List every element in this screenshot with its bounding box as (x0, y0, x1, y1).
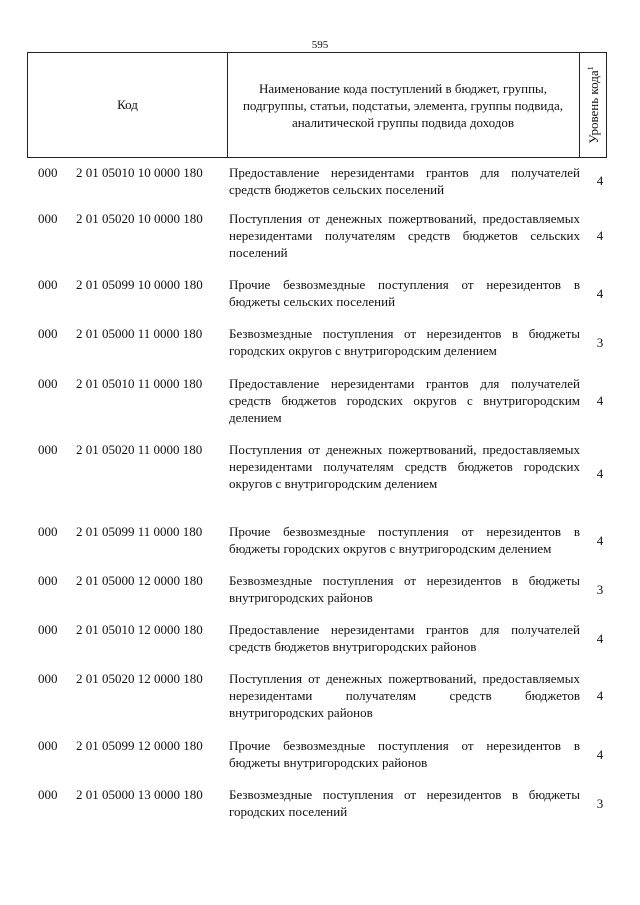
row-code: 2 01 05099 10 0000 180 (76, 277, 203, 292)
row-prefix: 000 (38, 211, 58, 226)
row-prefix: 000 (38, 524, 58, 539)
row-level: 4 (596, 228, 604, 243)
row-prefix: 000 (38, 442, 58, 457)
header-level-label (585, 66, 601, 143)
row-level: 4 (596, 688, 604, 703)
row-code: 2 01 05010 10 0000 180 (76, 165, 203, 180)
row-level: 3 (596, 582, 604, 597)
row-prefix: 000 (38, 573, 58, 588)
row-name: Прочие безвозмездные поступления от нерезидентов в бюджеты сельских поселений (229, 277, 580, 309)
header-level-text: Уровень кода (585, 70, 601, 144)
row-code: 2 01 05000 13 0000 180 (76, 787, 203, 802)
row-level: 4 (596, 747, 604, 762)
row-prefix: 000 (38, 376, 58, 391)
page-number: 595 (311, 39, 329, 51)
row-code: 2 01 05000 11 0000 180 (76, 326, 203, 341)
row-prefix: 000 (38, 277, 58, 292)
header-level (580, 53, 607, 157)
row-name: Поступления от денежных пожертвований, предоставляемых нерезидентами получателям средств бюджетов сельских поселений (229, 211, 580, 260)
row-name: Предоставление нерезидентами грантов для получателей средств бюджетов внутригородских районов (229, 622, 580, 654)
row-code: 2 01 05099 11 0000 180 (76, 524, 203, 539)
row-name: Поступления от денежных пожертвований, предоставляемых нерезидентами получателям средств бюджетов внутригородских районов (229, 671, 580, 720)
row-name: Прочие безвозмездные поступления от нерезидентов в бюджеты внутригородских районов (229, 738, 580, 770)
row-level: 3 (596, 335, 604, 350)
row-name: Безвозмездные поступления от нерезидентов в бюджеты городских округов с внутригородским делением (229, 326, 580, 358)
row-name: Безвозмездные поступления от нерезидентов в бюджеты внутригородских районов (229, 573, 580, 605)
row-name: Безвозмездные поступления от нерезидентов в бюджеты городских поселений (229, 787, 580, 819)
header-name-label: Наименование кода поступлений в бюджет, группы, подгруппы, статьи, подстатьи, элемента, группы подвида, аналитической группы подвида доходов (242, 80, 564, 130)
row-code: 2 01 05099 12 0000 180 (76, 738, 203, 753)
row-prefix: 000 (38, 165, 58, 180)
table-header (27, 52, 607, 158)
header-code (28, 53, 228, 157)
row-level: 4 (596, 631, 604, 646)
row-code: 2 01 05020 12 0000 180 (76, 671, 203, 686)
row-name: Поступления от денежных пожертвований, предоставляемых нерезидентами получателям средств бюджетов городских округов с внутригородским делением (229, 442, 580, 491)
row-code: 2 01 05010 12 0000 180 (76, 622, 203, 637)
row-prefix: 000 (38, 738, 58, 753)
row-name: Предоставление нерезидентами грантов для получателей средств бюджетов сельских поселений (229, 165, 580, 197)
row-name: Предоставление нерезидентами грантов для получателей средств бюджетов городских округов с внутригородским делением (229, 376, 580, 425)
row-level: 4 (596, 466, 604, 481)
row-code: 2 01 05000 12 0000 180 (76, 573, 203, 588)
row-level: 4 (596, 173, 604, 188)
header-level-footnote: 1 (585, 66, 595, 71)
row-name: Прочие безвозмездные поступления от нерезидентов в бюджеты городских округов с внутригородским делением (229, 524, 580, 556)
row-prefix: 000 (38, 622, 58, 637)
row-prefix: 000 (38, 326, 58, 341)
header-code-label: Код (117, 97, 138, 112)
row-prefix: 000 (38, 671, 58, 686)
row-level: 4 (596, 286, 604, 301)
row-code: 2 01 05010 11 0000 180 (76, 376, 203, 391)
row-level: 3 (596, 796, 604, 811)
row-level: 4 (596, 533, 604, 548)
header-name (227, 53, 580, 157)
row-prefix: 000 (38, 787, 58, 802)
row-code: 2 01 05020 10 0000 180 (76, 211, 203, 226)
row-level: 4 (596, 393, 604, 408)
row-code: 2 01 05020 11 0000 180 (76, 442, 203, 457)
